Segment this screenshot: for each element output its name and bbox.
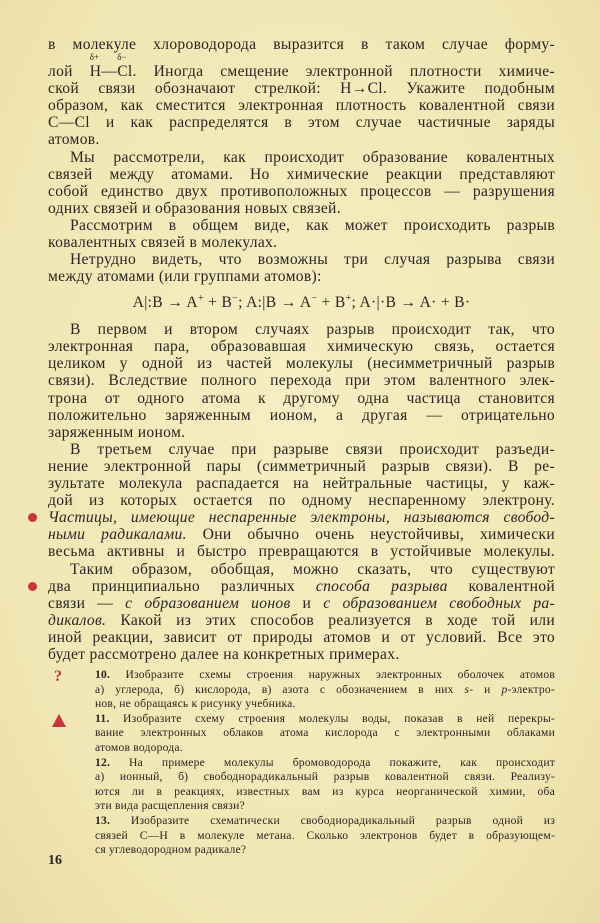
text-segment: Мы рассмотрели, как происходит образование ковалентных — [70, 148, 555, 166]
text-segment: В третьем случае при разрыве связи происходит разъеди- — [70, 440, 555, 458]
text-line — [95, 814, 555, 829]
text-segment: а) ионный, б) свободнорадикальный разрыв ковалентной связи. Реализу- — [95, 770, 555, 784]
text-segment: — — [101, 63, 118, 81]
text-line — [48, 390, 555, 407]
text-segment: ковалентной — [447, 577, 555, 595]
text-segment: + B — [203, 294, 233, 312]
text-segment: Изобразите схемы строения наружных электронных оболочек атомов — [110, 668, 555, 681]
text-segment: электронная пара, образовавшая химическую связь, остается — [48, 338, 555, 356]
text-segment: два принципиально различных — [48, 577, 316, 595]
text-segment: и — [290, 594, 324, 612]
text-segment: иной реакции, зависит от природы атомов и от условий. Все это — [48, 628, 555, 646]
text-segment: A|:B → A — [132, 294, 198, 312]
text-segment: 10. — [95, 668, 111, 681]
text-segment: ковалентных связей в молекулах. — [48, 234, 278, 252]
text-segment: связи — — [48, 594, 126, 612]
text-line — [48, 183, 555, 200]
text-segment: весьма активны и быстро превращаются в устойчивые молекулы. — [48, 543, 555, 561]
text-line — [48, 492, 555, 509]
text-segment: дой из которых остается по одному неспаренному электрону. — [48, 492, 555, 510]
text-segment: с образованием ионов — [125, 594, 291, 612]
text-segment: трона от одного атома к другому одна частица становится — [48, 389, 555, 407]
text-segment: Частицы, имеющие неспаренные электроны, называются свобод- — [48, 509, 555, 527]
text-line — [48, 578, 555, 595]
text-segment: зультате молекула распадается на нейтральные частицы, у каж- — [48, 475, 555, 493]
atom-symbol: Cl — [117, 63, 133, 81]
text-line — [48, 355, 555, 372]
text-segment: заряженным ионом. — [48, 423, 186, 441]
text-segment: − — [232, 293, 239, 305]
text-segment — [89, 52, 102, 81]
bond-cleavage-formula — [48, 285, 555, 321]
text-line — [95, 683, 555, 698]
text-line — [95, 668, 555, 683]
text-line — [48, 475, 555, 492]
text-segment: 13. — [95, 813, 111, 827]
text-segment: а) углерода, б) кислорода, в) азота с обозначением в них — [95, 682, 465, 696]
text-segment: C—Cl и как распределятся в этом случае частичные заряды — [48, 114, 555, 132]
question-mark-icon: ? — [54, 668, 62, 685]
partial-charge: δ− — [117, 52, 127, 63]
text-line — [48, 217, 555, 234]
text-line — [48, 612, 555, 629]
text-line — [48, 36, 555, 53]
text-segment: Нетрудно видеть, что возможны три случая разрыва связи — [70, 251, 555, 269]
text-line — [95, 726, 555, 741]
text-segment: атомов водорода. — [95, 740, 183, 754]
page-number: 16 — [48, 853, 62, 868]
text-segment: . Иногда смещение электронной плотности химиче- — [132, 63, 555, 81]
text-line — [48, 80, 555, 97]
text-line — [95, 829, 555, 844]
text-segment: собой единство двух противоположных процессов — разрушения — [48, 182, 555, 200]
text-segment: способа разрыва — [315, 577, 448, 595]
text-segment: вание электронных облаков атома кислорода с электронными облаками — [95, 726, 555, 740]
text-line — [48, 407, 555, 424]
text-segment: связей C—H в молекуле метана. Сколько электронов будет в образующем- — [95, 828, 555, 842]
text-line — [48, 97, 555, 114]
text-segment: одних связей и образования новых связей. — [48, 199, 341, 217]
text-line — [48, 234, 555, 251]
partial-charge: δ+ — [89, 52, 100, 63]
text-line — [48, 509, 555, 526]
text-line — [48, 372, 555, 389]
text-segment: целиком у одной из частей молекулы (несимметричный разрыв — [48, 355, 555, 373]
text-segment: атомов. — [48, 131, 100, 149]
text-segment: s — [464, 682, 470, 696]
text-line — [48, 561, 555, 578]
main-text — [48, 36, 555, 663]
text-line — [95, 785, 555, 800]
text-line — [95, 770, 555, 785]
text-segment: будет рассмотрено далее на конкретных примерах. — [48, 645, 400, 663]
text-line — [48, 458, 555, 475]
text-segment: связей между атомами. Но химические реакции представляют — [48, 165, 555, 183]
text-segment: 11. — [95, 711, 110, 725]
text-line — [48, 52, 555, 81]
text-segment: Какой из этих способов реализуется в ходе той или — [106, 611, 555, 629]
text-segment: Изобразите схематически свободнорадикальный разрыв одной из — [110, 813, 555, 827]
text-line — [48, 200, 555, 217]
text-segment: − — [311, 293, 318, 305]
text-line — [48, 114, 555, 131]
text-segment: Таким образом, обобщая, можно сказать, что существуют — [70, 560, 555, 578]
text-line — [48, 166, 555, 183]
text-segment: связи). Вследствие полного перехода при этом валентного элек- — [48, 372, 555, 390]
text-line — [48, 543, 555, 560]
review-questions — [95, 668, 555, 858]
text-line — [48, 149, 555, 166]
text-segment: ются ли в реакциях, известных вам из курса неорганической химии, оба — [95, 784, 555, 798]
text-segment: 12. — [95, 755, 111, 769]
text-segment: нов, не обращаясь к рисунку учебника. — [95, 697, 296, 711]
text-line — [48, 595, 555, 612]
text-line — [95, 799, 555, 814]
text-line — [95, 843, 555, 858]
text-line — [95, 741, 555, 756]
text-segment: + — [345, 293, 352, 305]
text-segment: Рассмотрим в общем виде, как может происходить разрыв — [70, 216, 555, 234]
text-line — [95, 756, 555, 771]
text-segment: + — [198, 293, 204, 305]
text-segment: p — [501, 682, 508, 696]
text-segment: между атомами (или группами атомов): — [48, 268, 322, 286]
text-line — [48, 321, 555, 338]
text-segment: с образованием свободных ра- — [323, 594, 556, 612]
text-line — [48, 131, 555, 148]
text-line — [48, 526, 555, 543]
text-line — [48, 268, 555, 285]
text-segment — [117, 52, 133, 81]
text-segment: положительно заряженным ионом, а другая — отрицательно — [48, 406, 555, 424]
text-segment: ; A·|·B → A· + B· — [351, 294, 471, 312]
text-line — [48, 338, 555, 355]
text-segment: ской связи обозначают стрелкой: H→Cl. Укажите подобным — [48, 80, 555, 98]
text-segment: Изобразите схему строения молекулы воды, показав в ней перекры- — [109, 711, 555, 725]
red-dot-icon — [28, 582, 37, 591]
text-segment: + B — [317, 294, 346, 312]
atom-symbol: H — [89, 63, 102, 81]
text-segment: лой — [48, 63, 90, 81]
text-line — [48, 646, 555, 663]
text-segment: В первом и втором случаях разрыв происходит так, что — [70, 321, 555, 339]
text-line — [95, 697, 555, 712]
text-segment: ; A:|B → A — [238, 294, 312, 312]
text-segment: ся углеводородном радикале? — [95, 843, 247, 857]
text-segment: дикалов. — [48, 611, 107, 629]
text-line — [48, 629, 555, 646]
red-dot-icon — [28, 513, 37, 522]
text-segment: -электро- — [507, 682, 555, 696]
text-segment: эти вида расщепления связи? — [95, 799, 245, 813]
text-segment: На примере молекулы бромоводорода покажите, как происходит — [110, 755, 555, 769]
text-line — [48, 424, 555, 441]
text-line — [48, 441, 555, 458]
text-segment: Они обычно очень неустойчивы, химически — [186, 526, 555, 544]
text-segment: образом, как сместится электронная плотность ковалентной связи — [48, 97, 555, 115]
text-line — [95, 712, 555, 727]
text-segment: в молекуле хлороводорода выразится в таком случае форму- — [48, 36, 555, 53]
text-segment: ными радикалами. — [48, 526, 187, 544]
text-segment: нение электронной пары (симметричный разрыв связи). В ре- — [48, 457, 555, 475]
text-segment: - и — [469, 682, 502, 696]
text-line — [48, 251, 555, 268]
triangle-icon — [52, 714, 66, 727]
